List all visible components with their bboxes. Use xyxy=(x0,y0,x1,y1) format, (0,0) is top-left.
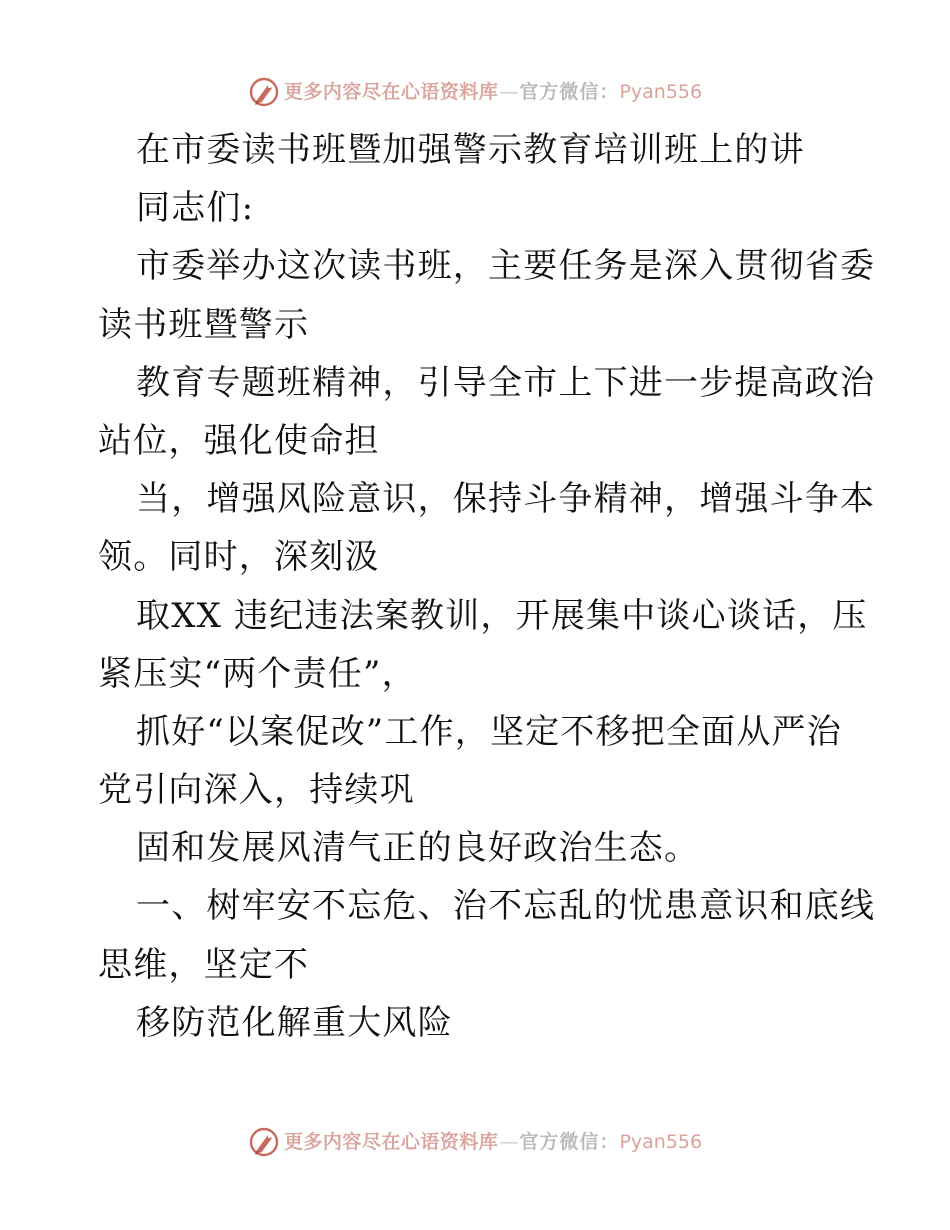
paragraph-line: 紧压实“两个责任”， xyxy=(98,653,417,694)
section-heading-line: 移防范化解重大风险 xyxy=(136,1002,453,1043)
paragraph-line: 取XX 违纪违法案教训，开展集中谈心谈话，压 xyxy=(136,595,868,636)
section-heading-line: 思维，坚定不 xyxy=(98,944,310,985)
paragraph-line: 领。同时，深刻汲 xyxy=(98,537,380,578)
watermark-label: 官方微信： xyxy=(519,1130,620,1153)
section-heading-line: 一、树牢安不忘危、治不忘乱的忧患意识和底线 xyxy=(136,886,876,927)
watermark-banner-bottom xyxy=(0,1122,950,1162)
paragraph-line: 党引向深入，持续巩 xyxy=(98,770,415,811)
paragraph-line: 市委举办这次读书班，主要任务是深入贯彻省委 xyxy=(136,246,876,287)
pen-nib-logo-icon xyxy=(248,1126,280,1158)
watermark-main-text: 更多内容尽在心语资料库 xyxy=(283,1130,499,1153)
watermark-id: Pyan556 xyxy=(619,1130,703,1153)
paragraph-line: 读书班暨警示 xyxy=(98,304,310,345)
paragraph-line: 抓好“以案促改”工作，坚定不移把全面从严治 xyxy=(136,711,842,752)
paragraph-line: 当，增强风险意识，保持斗争精神，增强斗争本 xyxy=(136,479,876,520)
watermark-dash: — xyxy=(499,80,519,103)
paragraph-line: 固和发展风清气正的良好政治生态。 xyxy=(136,828,700,869)
watermark-label: 官方微信： xyxy=(519,80,620,103)
watermark-main-text: 更多内容尽在心语资料库 xyxy=(283,80,499,103)
watermark-banner-top xyxy=(0,72,950,112)
watermark-dash: — xyxy=(499,1130,519,1153)
doc-title-line: 在市委读书班暨加强警示教育培训班上的讲 xyxy=(136,130,805,170)
watermark-id: Pyan556 xyxy=(619,80,703,103)
paragraph-line: 站位，强化使命担 xyxy=(98,420,380,461)
pen-nib-logo-icon xyxy=(248,76,280,108)
document-body xyxy=(98,121,876,1052)
paragraph-line: 教育专题班精神，引导全市上下进一步提高政治 xyxy=(136,362,876,403)
salutation-line: 同志们: xyxy=(136,188,255,229)
